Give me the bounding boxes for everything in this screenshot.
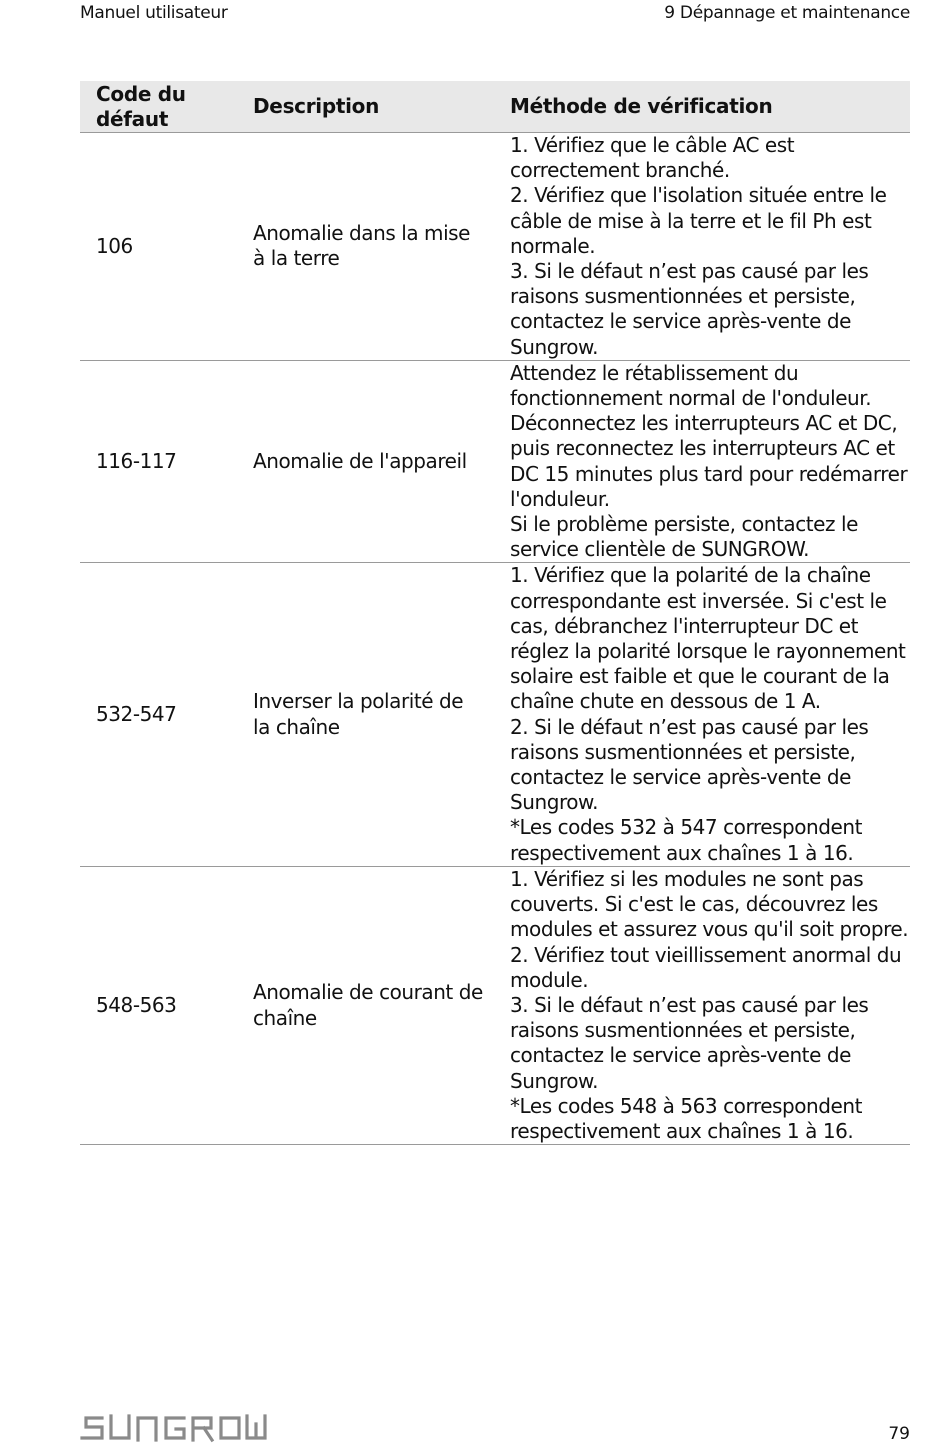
- method-line: respectivement aux chaînes 1 à 16.: [510, 1118, 854, 1143]
- method-line: correctement branché.: [510, 158, 730, 183]
- table-row: [80, 563, 910, 866]
- method-line: contactez le service après-vente de: [510, 309, 851, 334]
- method-line: réglez la polarité lorsque le rayonnement: [510, 639, 906, 664]
- verification-method-cell: [494, 563, 910, 866]
- method-line: câble de mise à la terre et le fil Ph est: [510, 208, 872, 233]
- page-number: 79: [888, 1424, 910, 1444]
- sungrow-logo: [80, 1412, 278, 1444]
- method-line: fonctionnement normal de l'onduleur.: [510, 386, 872, 411]
- method-line: Déconnectez les interrupteurs AC et DC,: [510, 411, 898, 436]
- method-line: puis reconnectez les interrupteurs AC et: [510, 436, 895, 461]
- verification-method-cell: [494, 133, 910, 361]
- verification-method-cell: [494, 360, 910, 563]
- table-header-row: [80, 81, 910, 133]
- method-line: chaîne chute en dessous de 1 A.: [510, 689, 821, 714]
- method-line: raisons susmentionnées et persiste,: [510, 739, 856, 764]
- method-line: modules et assurez vous qu'il soit propre.: [510, 917, 909, 942]
- column-header-method: Méthode de vérification: [494, 81, 910, 133]
- method-line: 2. Vérifiez que l'isolation située entre le: [510, 183, 887, 208]
- method-line: module.: [510, 967, 589, 992]
- fault-description-cell: Inverser la polarité de la chaîne: [237, 563, 494, 866]
- fault-code-cell: 116-117: [80, 360, 237, 563]
- method-line: 2. Si le défaut n’est pas causé par les: [510, 714, 869, 739]
- method-line: correspondante est inversée. Si c'est le: [510, 588, 887, 613]
- method-line: couverts. Si c'est le cas, découvrez les: [510, 892, 878, 917]
- method-line: 3. Si le défaut n’est pas causé par les: [510, 259, 869, 284]
- method-line: DC 15 minutes plus tard pour redémarrer: [510, 461, 908, 486]
- method-line: Sungrow.: [510, 1068, 599, 1093]
- method-line: 1. Vérifiez que le câble AC est: [510, 133, 795, 157]
- method-line: raisons susmentionnées et persiste,: [510, 1018, 856, 1043]
- column-header-code: Code du défaut: [80, 81, 237, 133]
- running-header-right: 9 Dépannage et maintenance: [664, 3, 910, 23]
- table-row: [80, 133, 910, 361]
- table-row: [80, 360, 910, 563]
- verification-method-cell: [494, 866, 910, 1144]
- method-line: Sungrow.: [510, 790, 599, 815]
- method-line: normale.: [510, 233, 596, 258]
- table-body: [80, 133, 910, 1145]
- method-line: contactez le service après-vente de: [510, 765, 851, 790]
- method-line: service clientèle de SUNGROW.: [510, 537, 810, 562]
- method-line: Sungrow.: [510, 334, 599, 359]
- fault-code-cell: 106: [80, 133, 237, 361]
- method-line: Attendez le rétablissement du: [510, 360, 799, 385]
- running-header-left: Manuel utilisateur: [80, 3, 228, 23]
- method-line: *Les codes 532 à 547 correspondent: [510, 815, 862, 840]
- method-line: respectivement aux chaînes 1 à 16.: [510, 840, 854, 865]
- method-line: *Les codes 548 à 563 correspondent: [510, 1093, 862, 1118]
- method-line: 1. Vérifiez si les modules ne sont pas: [510, 866, 864, 891]
- method-line: solaire est faible et que le courant de la: [510, 664, 890, 689]
- method-line: raisons susmentionnées et persiste,: [510, 284, 856, 309]
- fault-description-cell: Anomalie dans la mise à la terre: [237, 133, 494, 361]
- fault-description-cell: Anomalie de courant de chaîne: [237, 866, 494, 1144]
- method-line: l'onduleur.: [510, 486, 610, 511]
- fault-description-cell: Anomalie de l'appareil: [237, 360, 494, 563]
- method-line: 2. Vérifiez tout vieillissement anormal du: [510, 942, 902, 967]
- method-line: Si le problème persiste, contactez le: [510, 512, 858, 537]
- method-line: contactez le service après-vente de: [510, 1043, 851, 1068]
- method-line: 1. Vérifiez que la polarité de la chaîne: [510, 563, 871, 588]
- method-line: 3. Si le défaut n’est pas causé par les: [510, 992, 869, 1017]
- fault-code-table: [80, 81, 910, 1145]
- table-row: [80, 866, 910, 1144]
- fault-code-cell: 532-547: [80, 563, 237, 866]
- fault-code-cell: 548-563: [80, 866, 237, 1144]
- column-header-description: Description: [237, 81, 494, 133]
- method-line: cas, débranchez l'interrupteur DC et: [510, 613, 859, 638]
